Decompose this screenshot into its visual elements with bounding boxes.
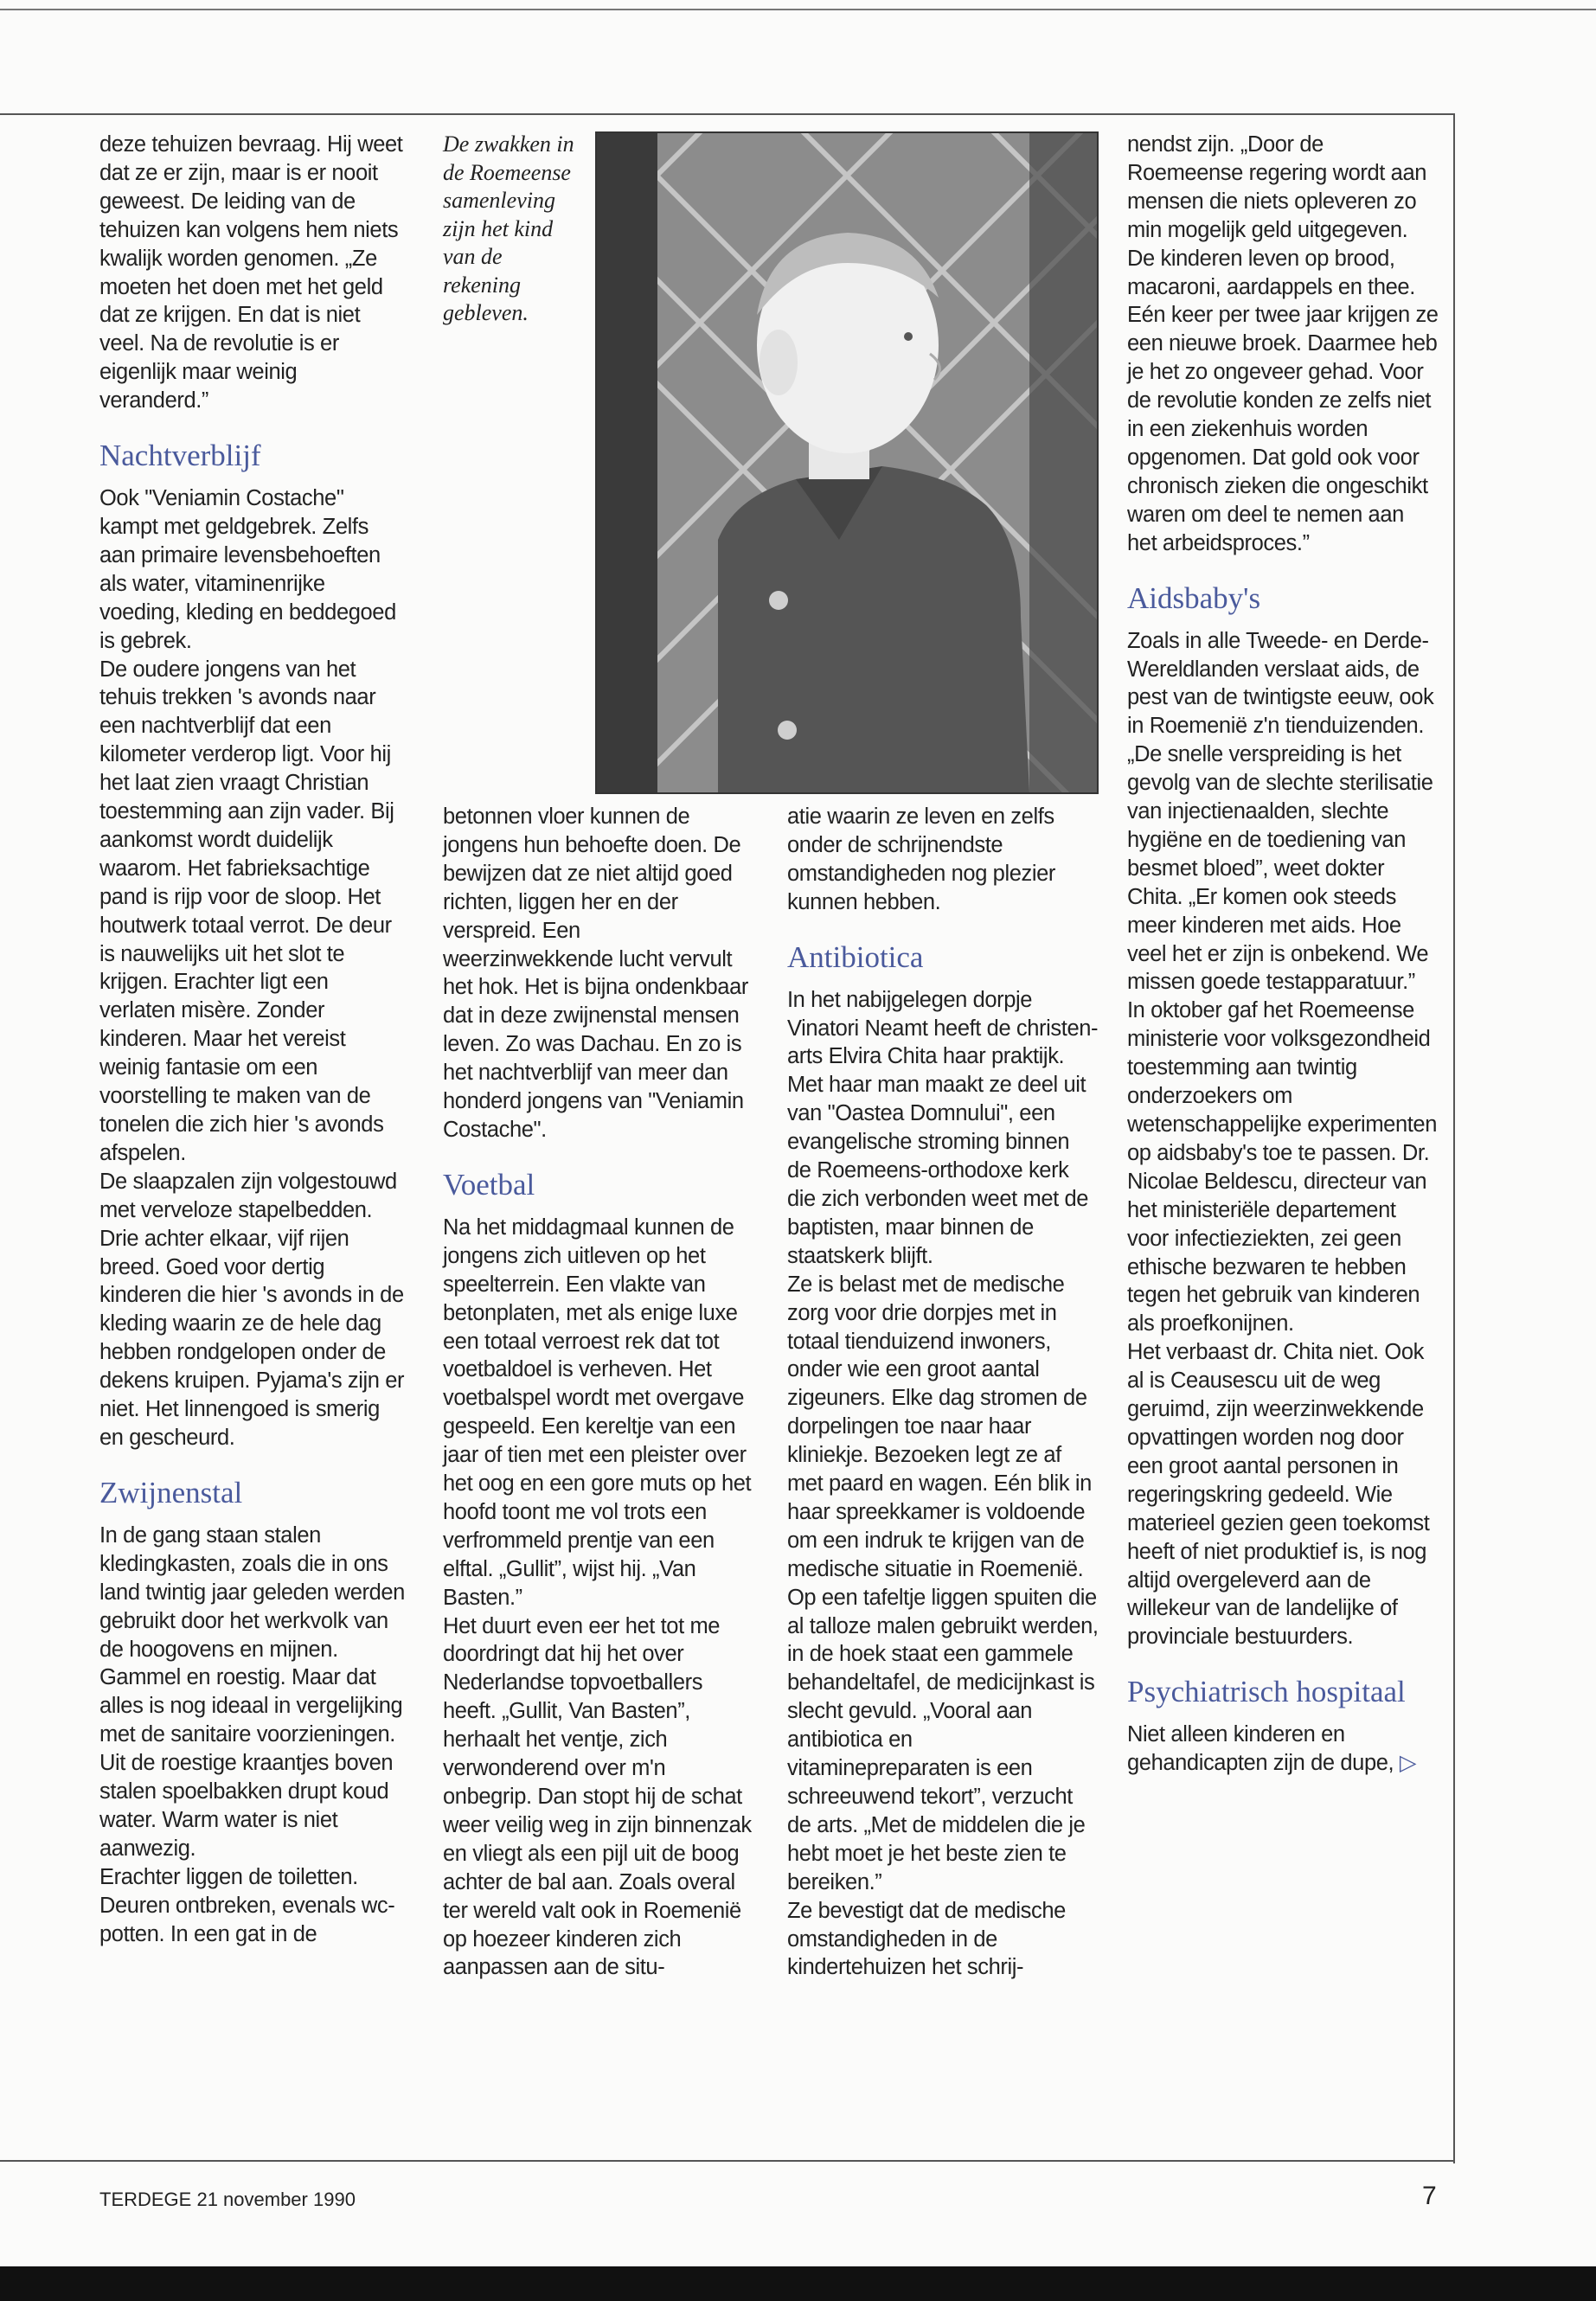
page-number: 7 <box>1422 2182 1437 2210</box>
subheading-zwijnenstal: Zwijnenstal <box>99 1475 243 1509</box>
subheading-voetbal: Voetbal <box>443 1167 535 1202</box>
paragraph: In het nabijgelegen dorpje Vinatori Neamt heeft de christen-arts Elvira Chita haar praktijk. Met haar man maakt ze deel uit van "Oastea Domnului", een evangelische stroming binnen de Roemeens-orthodoxe kerk die zich verbonden weet met de baptisten, maar binnen de staatskerk blijft. <box>787 987 1099 1268</box>
paragraph: Het duurt even eer het tot me doordringt dat hij het over Nederlandse topvoetballers heeft. „Gullit, Van Basten”, herhaalt het ventje, zich verwonderend over m'n onbegrip. Dan stopt hij de schat weer veilig weg in zijn binnenzak en vliegt als een pijl uit de boog achter de bal aan. Zoals overal ter wereld valt ook in Roemenië op hoezeer kinderen zich aanpassen aan de situ- <box>443 1613 752 1980</box>
paragraph: betonnen vloer kunnen de jongens hun behoefte doen. De bewijzen dat ze niet altijd goed richten, liggen her en der verspreid. Een weerzinwekkende lucht vervult het hok. Het is bijna ondenkbaar dat in deze zwijnenstal mensen leven. Zo was Dachau. En zo is het nachtverblijf van meer dan honderd jongens van "Veniamin Costache". <box>443 804 748 1142</box>
article-column-3 <box>787 803 1099 1982</box>
paragraph: In oktober gaf het Roemeense ministerie voor volksgezondheid toestemming aan twintig onderzoekers om wetenschappelijke experimenten op aidsbaby's toe te passen. Dr. Nicolae Beldescu, directeur van het ministeriële departement voor infectieziekten, zei geen ethische bezwaren te hebben tegen het gebruik van kinderen als proefkonijnen. <box>1127 998 1437 1336</box>
subheading-antibiotica: Antibiotica <box>787 939 924 974</box>
paragraph: Zoals in alle Tweede- en Derde-Wereldlanden verslaat aids, de pest van de twintigste eeuw, ook in Roemenië z'n tienduizenden. „De snelle verspreiding is het gevolg van de slechte sterilisatie van injectienaalden, slechte hygiëne en de toediening van besmet bloed”, weet dokter Chita. „Er komen ook steeds meer kinderen met aids. Hoe veel het er zijn is onbekend. We missen goede testapparatuur.” <box>1127 628 1434 995</box>
article-column-1 <box>99 131 407 1948</box>
top-edge-line <box>0 9 1596 10</box>
paragraph: Na het middagmaal kunnen de jongens zich uitleven op het speelterrein. Een vlakte van betonplaten, met als enige luxe een totaal verroest rek dat tot voetbaldoel is verheven. Het voetbalspel wordt met overgave gespeeld. Een kereltje van een jaar of tien met een pleister over het oog en een gore muts op het hoofd toont me vol trots een verfrommeld prentje van een elftal. „Gullit”, wijst hij. „Van Basten.” <box>443 1215 752 1610</box>
paragraph: nendst zijn. „Door de Roemeense regering wordt aan mensen die niets opleveren zo min mogelijk geld uitgegeven. De kinderen leven op brood, macaroni, aardappels en thee. Eén keer per twee jaar krijgen ze een nieuwe broek. Daarmee heb je het zo ongeveer gehad. Voor de revolutie konden ze zelfs niet in een ziekenhuis worden opgenomen. Dat gold ook voor chronisch zieken die ongeschikt waren om deel te nemen aan het arbeidsproces.” <box>1127 132 1439 555</box>
paragraph-text: Niet alleen kinderen en gehandicapten zijn de dupe, <box>1127 1722 1394 1776</box>
scan-bottom-border <box>0 2266 1596 2301</box>
footer-publication: TERDEGE 21 november 1990 <box>99 2189 356 2210</box>
subheading-psychiatrisch-hospitaal: Psychiatrisch hospitaal <box>1127 1675 1406 1709</box>
page-frame-right <box>1453 113 1455 2163</box>
paragraph: De oudere jongens van het tehuis trekken 's avonds naar een nachtverblijf dat een kilometer verderop ligt. Voor hij het laat zien vraagt Christian toestemming aan zijn vader. Bij aankomst wordt duidelijk waarom. Het fabrieksachtige pand is rijp voor de sloop. Het houtwerk totaal verrot. De deur is nauwelijks uit het slot te krijgen. Erachter ligt een verlaten misère. Zonder kinderen. Maar het vereist weinig fantasie om een voorstelling te maken van de tonelen die zich hier 's avonds afspelen. <box>99 657 394 1165</box>
subheading-nachtverblijf: Nachtverblijf <box>99 439 261 473</box>
continue-arrow-icon: ▷ <box>1399 1751 1417 1776</box>
paragraph: In de gang staan stalen kledingkasten, zoals die in ons land twintig jaar geleden werden gebruikt door het werkvolk van de hoogovens en mijnen. Gammel en roestig. Maar dat alles is nog ideaal in vergelijking met de sanitaire voorzieningen. Uit de roestige kraantjes boven stalen spoelbakken drupt koud water. Warm water is niet aanwezig. <box>99 1522 405 1861</box>
paragraph: Ze bevestigt dat de medische omstandigheden in de kindertehuizen het schrij- <box>787 1898 1066 1980</box>
page-frame-top <box>0 113 1453 115</box>
photo-caption: De zwakken in de Roemeense samenleving zijn het kind van de rekening gebleven. <box>443 131 574 325</box>
paragraph: atie waarin ze leven en zelfs onder de schrijnendste omstandigheden nog plezier kunnen hebben. <box>787 804 1055 914</box>
article-column-4 <box>1127 131 1439 1778</box>
subheading-aidsbabys: Aidsbaby's <box>1127 580 1261 615</box>
article-photo <box>595 131 1099 794</box>
paragraph: Ze is belast met de medische zorg voor drie dorpjes met in totaal tienduizend inwoners, onder wie een groot aantal zigeuners. Elke dag stromen de dorpelingen toe naar haar kliniekje. Bezoeken legt ze af met paard en wagen. Eén blik in haar spreekkamer is voldoende om een indruk te krijgen van de medische situatie in Roemenië. Op een tafeltje liggen spuiten die al talloze malen gebruikt werden, in de hoek staat een gammele behandeltafel, de medicijnkast is slecht gevuld. „Vooral aan antibiotica en vitaminepreparaten is een schreeuwend tekort”, verzucht de arts. „Met de middelen die je hebt moet je het beste zien te bereiken.” <box>787 1272 1099 1894</box>
paragraph: deze tehuizen bevraag. Hij weet dat ze er zijn, maar is er nooit geweest. De leiding van de tehuizen kan volgens hem niets kwalijk worden genomen. „Ze moeten het doen met het geld dat ze krijgen. En dat is niet veel. Na de revolutie is er eigenlijk maar weinig veranderd.” <box>99 132 403 413</box>
paragraph: De slaapzalen zijn volgestouwd met verveloze stapelbedden. Drie achter elkaar, vijf rijen breed. Goed voor dertig kinderen die hier 's avonds in de kleding waarin ze de hele dag hebben rondgelopen onder de dekens kruipen. Pyjama's zijn er niet. Het linnengoed is smerig en gescheurd. <box>99 1169 405 1450</box>
boy-photo-illustration <box>597 133 1097 792</box>
article-column-2 <box>443 803 753 1982</box>
paragraph: Het verbaast dr. Chita niet. Ook al is Ceausescu uit de weg geruimd, zijn weerzinwekkende opvattingen worden nog door een groot aantal personen in regeringskring gedeeld. Wie materieel gezien geen toekomst heeft of niet produktief is, is nog altijd overgeleverd aan de willekeur van de landelijke of provinciale bestuurders. <box>1127 1340 1430 1650</box>
paragraph: Erachter liggen de toiletten. Deuren ontbreken, evenals wc-potten. In een gat in de <box>99 1864 395 1946</box>
paragraph: Ook "Veniamin Costache" kampt met geldgebrek. Zelfs aan primaire levensbehoeften als water, vitaminenrijke voeding, kleding en beddegoed is gebrek. <box>99 486 396 653</box>
page-frame-bottom <box>0 2160 1455 2162</box>
paragraph <box>1127 1721 1439 1778</box>
